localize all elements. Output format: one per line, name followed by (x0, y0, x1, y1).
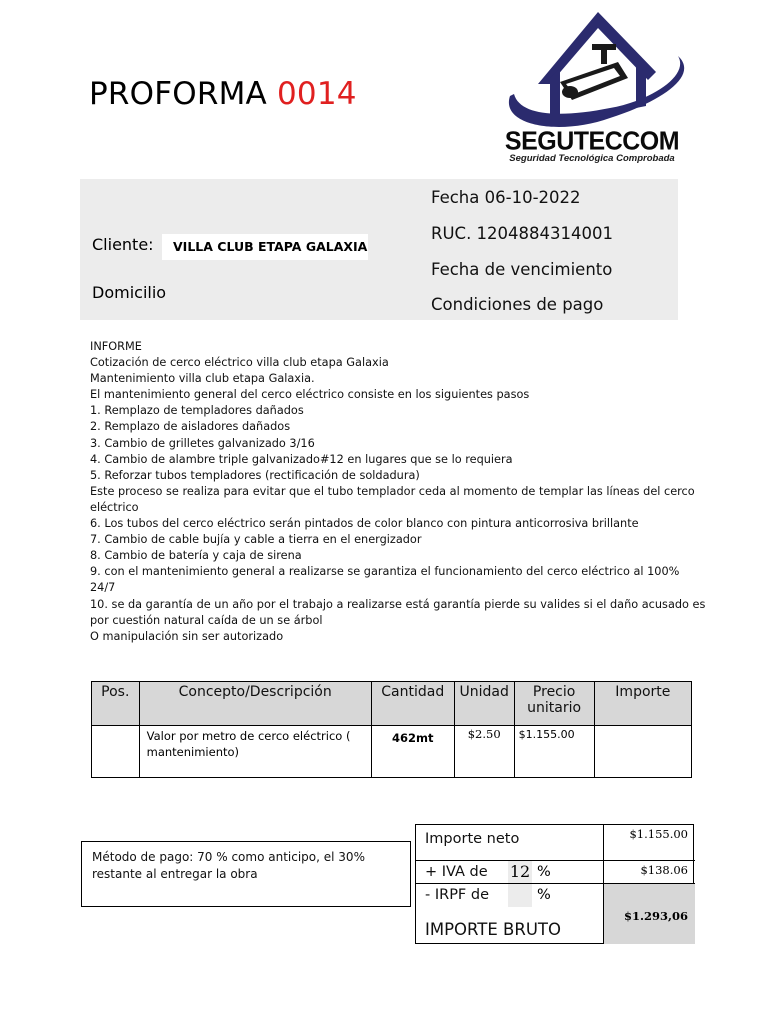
report-line: 6. Los tubos del cerco eléctrico serán pintados de color blanco con pintura anticorrosiva brillante (90, 517, 639, 531)
gross-amount-value: $1.293,06 (603, 907, 695, 944)
report-line: 2. Remplazo de aisladores dañados (90, 420, 291, 434)
report-line: 1. Remplazo de templadores dañados (90, 404, 304, 418)
header-pos: Pos. (92, 682, 140, 726)
header-concept: Concepto/Descripción (139, 682, 371, 726)
cell-concept: Valor por metro de cerco eléctrico ( mantenimiento) (139, 726, 371, 778)
report-line: El mantenimiento general del cerco eléctrico consiste en los siguientes pasos (90, 388, 530, 402)
report-line: 10. se da garantía de un año por el trabajo a realizarse está garantía pierde su valides si el daño acusado es (90, 597, 706, 611)
irpf-label: - IRPF de (425, 887, 490, 903)
report-line: por cuestión natural caída de un se árbol (90, 613, 323, 627)
payment-terms-label: Condiciones de pago (431, 295, 604, 314)
company-name: SEGUTECCOM (504, 126, 680, 156)
totals-irpf-row (416, 884, 695, 907)
report-line: 5. Reforzar tubos templadores (rectificación de soldadura) (90, 468, 420, 482)
iva-percent-sign: % (537, 864, 551, 880)
irpf-percent-sign: % (537, 887, 551, 903)
cell-unit-price: $1.155.00 (514, 726, 594, 778)
report-line: eléctrico (90, 500, 139, 514)
header-unit-price (514, 682, 594, 726)
header-unit-price-line2: unitario (527, 700, 582, 716)
report-line: 24/7 (90, 581, 116, 595)
gross-amount-label: IMPORTE BRUTO (425, 920, 561, 939)
net-amount-label: Importe neto (425, 831, 520, 847)
report-line: 4. Cambio de alambre triple galvanizado#12 en lugares que se lo requiera (90, 452, 513, 466)
irpf-rate-field (508, 884, 532, 907)
report-line: 3. Cambio de grilletes galvanizado 3/16 (90, 436, 315, 450)
net-amount-value: $1.155.00 (603, 825, 695, 860)
cell-quantity: 462mt (371, 726, 454, 778)
totals-iva-row (416, 861, 695, 884)
report-line: Mantenimiento villa club etapa Galaxia. (90, 372, 315, 386)
table-row (92, 726, 692, 778)
report-section (90, 339, 715, 645)
cell-amount (594, 726, 691, 778)
totals-box (415, 824, 694, 944)
report-line: INFORME (90, 340, 142, 353)
header-amount: Importe (594, 682, 691, 726)
iva-rate: 12 (509, 862, 531, 881)
irpf-value (603, 884, 695, 907)
report-line: Este proceso se realiza para evitar que el tubo templador ceda al momento de templar las líneas del cerco (90, 484, 695, 498)
company-tagline: Seguridad Tecnológica Comprobada (509, 153, 675, 164)
report-line: O manipulación sin ser autorizado (90, 629, 284, 643)
client-label: Cliente: (92, 235, 154, 254)
title-word: PROFORMA (89, 76, 267, 112)
header-unit-price-line1: Precio (532, 684, 576, 700)
totals-gross-row (416, 907, 695, 944)
cell-unit: $2.50 (454, 726, 514, 778)
iva-value: $138.06 (603, 861, 695, 883)
report-line: 8. Cambio de batería y caja de sirena (90, 549, 302, 563)
totals-net-row (416, 825, 695, 861)
report-line: 7. Cambio de cable bujía y cable a tierra en el energizador (90, 533, 422, 547)
items-table (91, 681, 692, 778)
proforma-number: 0014 (276, 76, 357, 112)
due-date-label: Fecha de vencimiento (431, 260, 613, 279)
header-unit: Unidad (454, 682, 514, 726)
cell-pos (92, 726, 140, 778)
report-line: Cotización de cerco eléctrico villa club etapa Galaxia (90, 356, 389, 370)
report-line: 9. con el mantenimiento general a realizarse se garantiza el funcionamiento del cerco eléctrico al 100% (90, 565, 680, 579)
table-header-row (92, 682, 692, 726)
invoice-date: Fecha 06-10-2022 (431, 188, 581, 207)
payment-method-box: Método de pago: 70 % como anticipo, el 30% restante al entregar la obra (81, 841, 411, 907)
ruc-number: RUC. 1204884314001 (431, 224, 614, 243)
page-title (89, 76, 357, 112)
header-quantity: Cantidad (371, 682, 454, 726)
address-label: Domicilio (92, 283, 167, 302)
iva-label: + IVA de (425, 864, 488, 880)
client-name-field: VILLA CLUB ETAPA GALAXIA (162, 234, 368, 260)
